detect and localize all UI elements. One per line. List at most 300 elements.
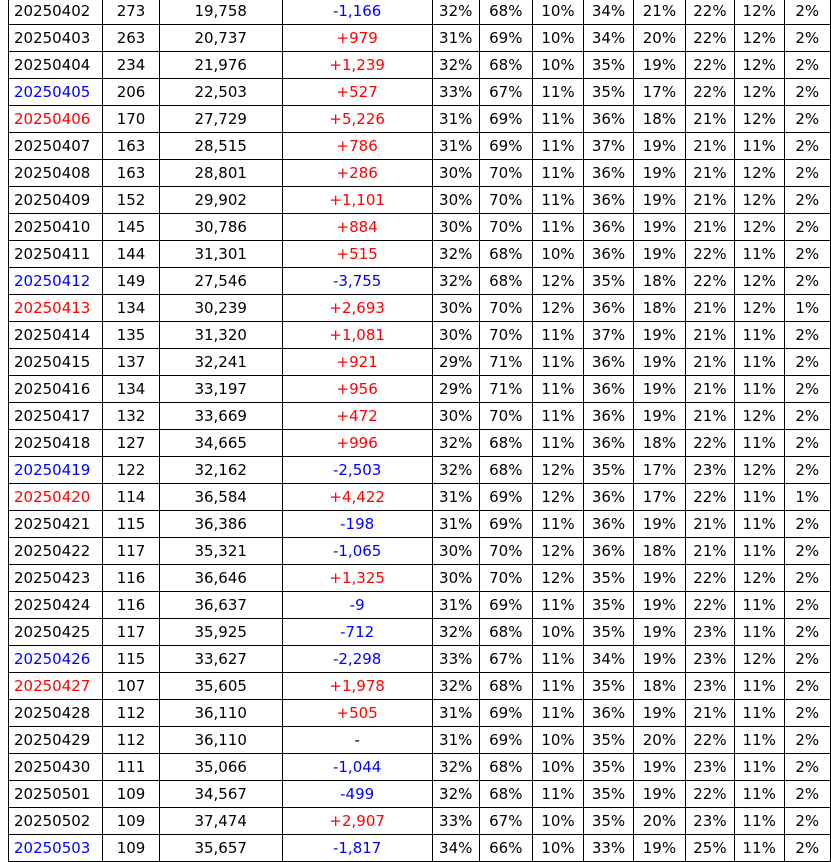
pct-b-cell: 67%	[479, 646, 532, 673]
pct-b-cell: 70%	[479, 322, 532, 349]
pct-f-cell: 22%	[686, 727, 735, 754]
pct-g-cell: 11%	[734, 241, 784, 268]
count-cell: 33,669	[159, 403, 282, 430]
count-cell: 31,320	[159, 322, 282, 349]
pct-c-cell: 12%	[532, 565, 583, 592]
pct-c-cell: 12%	[532, 538, 583, 565]
change-cell: +2,907	[282, 808, 432, 835]
count-cell: 22,503	[159, 79, 282, 106]
rank-cell: 115	[103, 511, 159, 538]
pct-c-cell: 11%	[532, 646, 583, 673]
pct-d-cell: 36%	[584, 160, 634, 187]
pct-e-cell: 19%	[633, 835, 685, 862]
pct-h-cell: 2%	[784, 79, 830, 106]
rank-cell: 116	[103, 592, 159, 619]
pct-h-cell: 2%	[784, 673, 830, 700]
count-cell: 34,665	[159, 430, 282, 457]
count-cell: 32,162	[159, 457, 282, 484]
date-cell: 20250416	[9, 376, 103, 403]
count-cell: 36,110	[159, 700, 282, 727]
table-row	[9, 52, 831, 79]
pct-g-cell: 11%	[734, 592, 784, 619]
pct-h-cell: 2%	[784, 754, 830, 781]
table-row	[9, 538, 831, 565]
pct-f-cell: 22%	[686, 241, 735, 268]
pct-f-cell: 21%	[686, 295, 735, 322]
pct-a-cell: 32%	[432, 781, 479, 808]
pct-h-cell: 2%	[784, 646, 830, 673]
change-cell: +2,693	[282, 295, 432, 322]
rank-cell: 149	[103, 268, 159, 295]
pct-g-cell: 12%	[734, 403, 784, 430]
date-cell: 20250423	[9, 565, 103, 592]
change-cell: +1,101	[282, 187, 432, 214]
pct-e-cell: 19%	[633, 646, 685, 673]
table-row	[9, 700, 831, 727]
count-cell: 35,657	[159, 835, 282, 862]
pct-g-cell: 12%	[734, 52, 784, 79]
date-cell: 20250502	[9, 808, 103, 835]
pct-e-cell: 18%	[633, 430, 685, 457]
pct-b-cell: 70%	[479, 403, 532, 430]
pct-e-cell: 19%	[633, 592, 685, 619]
change-cell: +996	[282, 430, 432, 457]
pct-d-cell: 35%	[584, 52, 634, 79]
pct-d-cell: 36%	[584, 430, 634, 457]
pct-d-cell: 35%	[584, 565, 634, 592]
pct-h-cell: 2%	[784, 52, 830, 79]
date-cell: 20250403	[9, 25, 103, 52]
pct-a-cell: 31%	[432, 133, 479, 160]
table-row	[9, 79, 831, 106]
change-cell: +1,081	[282, 322, 432, 349]
table-row	[9, 106, 831, 133]
pct-h-cell: 2%	[784, 592, 830, 619]
date-cell: 20250413	[9, 295, 103, 322]
pct-a-cell: 31%	[432, 700, 479, 727]
change-cell: -1,065	[282, 538, 432, 565]
date-cell: 20250503	[9, 835, 103, 862]
count-cell: 27,729	[159, 106, 282, 133]
count-cell: 34,567	[159, 781, 282, 808]
pct-a-cell: 34%	[432, 835, 479, 862]
pct-f-cell: 21%	[686, 106, 735, 133]
change-cell: +1,239	[282, 52, 432, 79]
pct-f-cell: 21%	[686, 349, 735, 376]
table-row	[9, 727, 831, 754]
pct-b-cell: 69%	[479, 727, 532, 754]
pct-b-cell: 69%	[479, 25, 532, 52]
table-row	[9, 241, 831, 268]
count-cell: 35,066	[159, 754, 282, 781]
pct-c-cell: 10%	[532, 808, 583, 835]
rank-cell: 145	[103, 214, 159, 241]
pct-c-cell: 11%	[532, 349, 583, 376]
rank-cell: 134	[103, 295, 159, 322]
change-cell: -	[282, 727, 432, 754]
date-cell: 20250408	[9, 160, 103, 187]
count-cell: 36,386	[159, 511, 282, 538]
pct-f-cell: 22%	[686, 25, 735, 52]
pct-f-cell: 22%	[686, 52, 735, 79]
pct-d-cell: 37%	[584, 322, 634, 349]
table-row	[9, 295, 831, 322]
table-row	[9, 268, 831, 295]
pct-d-cell: 36%	[584, 241, 634, 268]
rank-cell: 111	[103, 754, 159, 781]
pct-d-cell: 36%	[584, 187, 634, 214]
pct-d-cell: 35%	[584, 781, 634, 808]
pct-h-cell: 2%	[784, 457, 830, 484]
pct-f-cell: 22%	[686, 781, 735, 808]
pct-h-cell: 2%	[784, 160, 830, 187]
pct-a-cell: 31%	[432, 727, 479, 754]
date-cell: 20250415	[9, 349, 103, 376]
count-cell: 30,786	[159, 214, 282, 241]
pct-g-cell: 12%	[734, 565, 784, 592]
rank-cell: 273	[103, 0, 159, 25]
table-row	[9, 349, 831, 376]
table-row	[9, 133, 831, 160]
table-row	[9, 214, 831, 241]
pct-h-cell: 2%	[784, 403, 830, 430]
pct-a-cell: 29%	[432, 376, 479, 403]
date-cell: 20250501	[9, 781, 103, 808]
change-cell: -1,166	[282, 0, 432, 25]
pct-f-cell: 25%	[686, 835, 735, 862]
pct-e-cell: 19%	[633, 565, 685, 592]
pct-c-cell: 11%	[532, 430, 583, 457]
pct-d-cell: 36%	[584, 700, 634, 727]
pct-e-cell: 19%	[633, 376, 685, 403]
pct-d-cell: 35%	[584, 268, 634, 295]
change-cell: -712	[282, 619, 432, 646]
pct-f-cell: 22%	[686, 565, 735, 592]
date-cell: 20250418	[9, 430, 103, 457]
pct-e-cell: 18%	[633, 673, 685, 700]
pct-b-cell: 68%	[479, 52, 532, 79]
pct-h-cell: 2%	[784, 187, 830, 214]
pct-a-cell: 32%	[432, 241, 479, 268]
change-cell: +505	[282, 700, 432, 727]
pct-d-cell: 34%	[584, 0, 634, 25]
pct-c-cell: 10%	[532, 835, 583, 862]
pct-h-cell: 2%	[784, 565, 830, 592]
pct-d-cell: 34%	[584, 646, 634, 673]
pct-b-cell: 69%	[479, 106, 532, 133]
rank-cell: 263	[103, 25, 159, 52]
date-cell: 20250420	[9, 484, 103, 511]
table-row	[9, 592, 831, 619]
pct-c-cell: 11%	[532, 403, 583, 430]
pct-c-cell: 11%	[532, 79, 583, 106]
table-row	[9, 835, 831, 862]
pct-e-cell: 20%	[633, 808, 685, 835]
pct-e-cell: 20%	[633, 25, 685, 52]
rank-cell: 112	[103, 700, 159, 727]
rank-cell: 109	[103, 835, 159, 862]
pct-g-cell: 12%	[734, 187, 784, 214]
pct-e-cell: 19%	[633, 241, 685, 268]
pct-g-cell: 11%	[734, 133, 784, 160]
pct-b-cell: 68%	[479, 781, 532, 808]
table-row	[9, 25, 831, 52]
count-cell: 20,737	[159, 25, 282, 52]
pct-a-cell: 31%	[432, 106, 479, 133]
change-cell: +1,325	[282, 565, 432, 592]
pct-a-cell: 33%	[432, 808, 479, 835]
pct-a-cell: 33%	[432, 79, 479, 106]
date-cell: 20250412	[9, 268, 103, 295]
rank-cell: 170	[103, 106, 159, 133]
pct-d-cell: 35%	[584, 673, 634, 700]
pct-b-cell: 71%	[479, 349, 532, 376]
pct-e-cell: 19%	[633, 754, 685, 781]
date-cell: 20250404	[9, 52, 103, 79]
pct-a-cell: 29%	[432, 349, 479, 376]
pct-b-cell: 68%	[479, 457, 532, 484]
pct-d-cell: 36%	[584, 376, 634, 403]
pct-d-cell: 33%	[584, 835, 634, 862]
change-cell: +1,978	[282, 673, 432, 700]
count-cell: 36,110	[159, 727, 282, 754]
pct-e-cell: 19%	[633, 403, 685, 430]
pct-g-cell: 11%	[734, 700, 784, 727]
pct-c-cell: 10%	[532, 754, 583, 781]
pct-d-cell: 35%	[584, 619, 634, 646]
pct-f-cell: 22%	[686, 79, 735, 106]
pct-a-cell: 33%	[432, 646, 479, 673]
count-cell: 30,239	[159, 295, 282, 322]
date-cell: 20250426	[9, 646, 103, 673]
pct-h-cell: 2%	[784, 241, 830, 268]
rank-cell: 144	[103, 241, 159, 268]
date-cell: 20250427	[9, 673, 103, 700]
date-cell: 20250419	[9, 457, 103, 484]
pct-f-cell: 22%	[686, 430, 735, 457]
pct-h-cell: 2%	[784, 349, 830, 376]
pct-h-cell: 2%	[784, 781, 830, 808]
pct-c-cell: 11%	[532, 700, 583, 727]
pct-e-cell: 19%	[633, 322, 685, 349]
pct-e-cell: 17%	[633, 457, 685, 484]
pct-h-cell: 2%	[784, 700, 830, 727]
pct-a-cell: 30%	[432, 403, 479, 430]
date-cell: 20250429	[9, 727, 103, 754]
date-cell: 20250422	[9, 538, 103, 565]
pct-b-cell: 68%	[479, 673, 532, 700]
pct-h-cell: 2%	[784, 619, 830, 646]
pct-e-cell: 19%	[633, 511, 685, 538]
date-cell: 20250425	[9, 619, 103, 646]
pct-h-cell: 1%	[784, 295, 830, 322]
pct-g-cell: 11%	[734, 349, 784, 376]
pct-a-cell: 32%	[432, 457, 479, 484]
pct-e-cell: 19%	[633, 700, 685, 727]
pct-b-cell: 70%	[479, 565, 532, 592]
rank-cell: 116	[103, 565, 159, 592]
rank-cell: 135	[103, 322, 159, 349]
change-cell: +472	[282, 403, 432, 430]
pct-g-cell: 11%	[734, 835, 784, 862]
pct-e-cell: 19%	[633, 160, 685, 187]
rank-cell: 112	[103, 727, 159, 754]
pct-f-cell: 23%	[686, 646, 735, 673]
pct-h-cell: 2%	[784, 835, 830, 862]
table-row	[9, 403, 831, 430]
pct-f-cell: 21%	[686, 403, 735, 430]
pct-h-cell: 2%	[784, 0, 830, 25]
pct-g-cell: 12%	[734, 79, 784, 106]
pct-d-cell: 36%	[584, 484, 634, 511]
pct-a-cell: 32%	[432, 430, 479, 457]
rank-cell: 134	[103, 376, 159, 403]
date-cell: 20250428	[9, 700, 103, 727]
pct-b-cell: 70%	[479, 214, 532, 241]
change-cell: +979	[282, 25, 432, 52]
rank-cell: 109	[103, 781, 159, 808]
count-cell: 35,925	[159, 619, 282, 646]
pct-a-cell: 32%	[432, 673, 479, 700]
change-cell: +515	[282, 241, 432, 268]
date-cell: 20250424	[9, 592, 103, 619]
rank-cell: 152	[103, 187, 159, 214]
pct-c-cell: 11%	[532, 673, 583, 700]
rank-cell: 107	[103, 673, 159, 700]
pct-b-cell: 68%	[479, 241, 532, 268]
table-row	[9, 0, 831, 25]
pct-c-cell: 12%	[532, 295, 583, 322]
pct-f-cell: 23%	[686, 673, 735, 700]
count-cell: 35,605	[159, 673, 282, 700]
count-cell: 32,241	[159, 349, 282, 376]
pct-d-cell: 35%	[584, 754, 634, 781]
pct-g-cell: 11%	[734, 322, 784, 349]
pct-f-cell: 21%	[686, 133, 735, 160]
date-cell: 20250410	[9, 214, 103, 241]
pct-c-cell: 10%	[532, 619, 583, 646]
count-cell: 31,301	[159, 241, 282, 268]
change-cell: +286	[282, 160, 432, 187]
pct-a-cell: 31%	[432, 592, 479, 619]
pct-b-cell: 68%	[479, 268, 532, 295]
pct-b-cell: 69%	[479, 484, 532, 511]
pct-c-cell: 11%	[532, 511, 583, 538]
pct-a-cell: 32%	[432, 52, 479, 79]
pct-c-cell: 11%	[532, 781, 583, 808]
pct-h-cell: 2%	[784, 430, 830, 457]
pct-g-cell: 11%	[734, 430, 784, 457]
pct-g-cell: 12%	[734, 25, 784, 52]
table-row	[9, 187, 831, 214]
change-cell: -198	[282, 511, 432, 538]
rank-cell: 114	[103, 484, 159, 511]
pct-d-cell: 35%	[584, 457, 634, 484]
date-cell: 20250402	[9, 0, 103, 25]
pct-g-cell: 12%	[734, 295, 784, 322]
pct-e-cell: 18%	[633, 268, 685, 295]
table-row	[9, 160, 831, 187]
pct-e-cell: 20%	[633, 727, 685, 754]
rank-cell: 115	[103, 646, 159, 673]
count-cell: 36,637	[159, 592, 282, 619]
pct-c-cell: 10%	[532, 52, 583, 79]
pct-c-cell: 10%	[532, 25, 583, 52]
pct-g-cell: 11%	[734, 727, 784, 754]
pct-f-cell: 21%	[686, 700, 735, 727]
rank-cell: 117	[103, 538, 159, 565]
rank-cell: 137	[103, 349, 159, 376]
pct-e-cell: 19%	[633, 52, 685, 79]
rank-cell: 163	[103, 160, 159, 187]
pct-f-cell: 21%	[686, 214, 735, 241]
pct-a-cell: 30%	[432, 565, 479, 592]
count-cell: 36,584	[159, 484, 282, 511]
pct-c-cell: 11%	[532, 214, 583, 241]
pct-a-cell: 30%	[432, 322, 479, 349]
date-cell: 20250430	[9, 754, 103, 781]
table-row	[9, 457, 831, 484]
pct-e-cell: 19%	[633, 133, 685, 160]
pct-g-cell: 11%	[734, 781, 784, 808]
pct-g-cell: 11%	[734, 673, 784, 700]
pct-c-cell: 10%	[532, 241, 583, 268]
pct-h-cell: 2%	[784, 214, 830, 241]
pct-g-cell: 11%	[734, 808, 784, 835]
pct-c-cell: 12%	[532, 268, 583, 295]
pct-d-cell: 36%	[584, 511, 634, 538]
pct-b-cell: 68%	[479, 0, 532, 25]
pct-d-cell: 36%	[584, 295, 634, 322]
pct-f-cell: 23%	[686, 754, 735, 781]
pct-h-cell: 2%	[784, 106, 830, 133]
table-row	[9, 754, 831, 781]
pct-d-cell: 35%	[584, 808, 634, 835]
rank-cell: 132	[103, 403, 159, 430]
count-cell: 35,321	[159, 538, 282, 565]
table-row	[9, 484, 831, 511]
pct-b-cell: 70%	[479, 295, 532, 322]
table-row	[9, 781, 831, 808]
pct-e-cell: 19%	[633, 619, 685, 646]
pct-b-cell: 68%	[479, 619, 532, 646]
change-cell: -2,503	[282, 457, 432, 484]
pct-d-cell: 35%	[584, 727, 634, 754]
pct-f-cell: 22%	[686, 0, 735, 25]
count-cell: 19,758	[159, 0, 282, 25]
date-cell: 20250407	[9, 133, 103, 160]
pct-b-cell: 69%	[479, 700, 532, 727]
pct-a-cell: 31%	[432, 25, 479, 52]
pct-c-cell: 11%	[532, 187, 583, 214]
pct-a-cell: 31%	[432, 511, 479, 538]
pct-g-cell: 12%	[734, 268, 784, 295]
pct-d-cell: 36%	[584, 106, 634, 133]
pct-h-cell: 2%	[784, 268, 830, 295]
pct-a-cell: 31%	[432, 484, 479, 511]
data-table	[8, 0, 831, 862]
change-cell: -1,044	[282, 754, 432, 781]
rank-cell: 117	[103, 619, 159, 646]
pct-a-cell: 30%	[432, 538, 479, 565]
pct-d-cell: 35%	[584, 592, 634, 619]
pct-b-cell: 66%	[479, 835, 532, 862]
date-cell: 20250414	[9, 322, 103, 349]
pct-d-cell: 35%	[584, 79, 634, 106]
change-cell: -9	[282, 592, 432, 619]
pct-f-cell: 21%	[686, 160, 735, 187]
change-cell: +786	[282, 133, 432, 160]
